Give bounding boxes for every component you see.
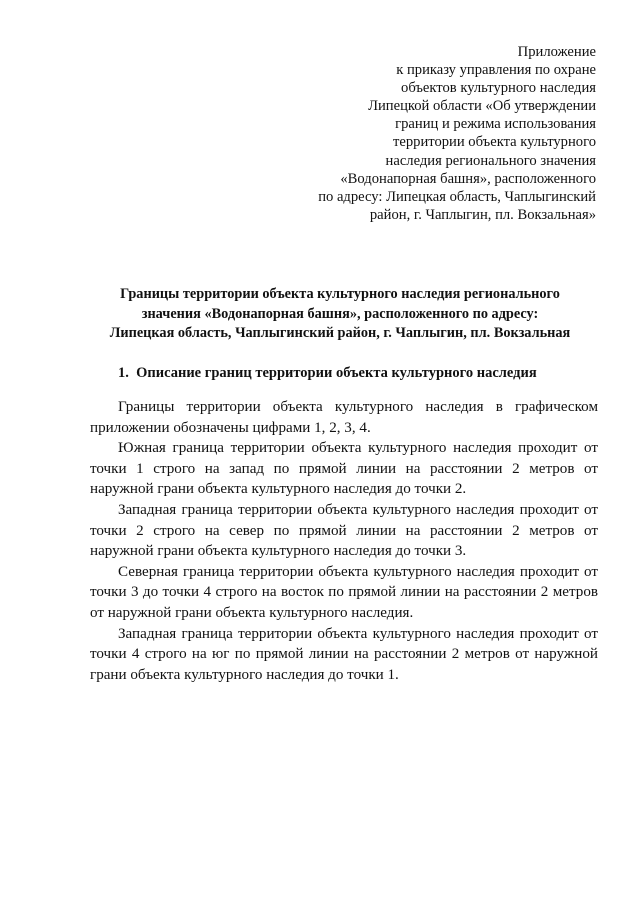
title-line: Границы территории объекта культурного наследия регионального <box>120 286 560 302</box>
paragraph-line: Северная граница территории объекта культурного наследия проходит от <box>118 563 598 580</box>
appendix-line: территории объекта культурного <box>393 134 596 151</box>
section-number: 1. <box>118 365 129 381</box>
paragraph <box>90 500 598 562</box>
paragraph-line: точки 3 до точки 4 строго на восток по прямой линии на расстоянии 2 метров <box>90 584 598 601</box>
paragraph-line: наружной грани объекта культурного наследия до точки 2. <box>90 481 467 498</box>
appendix-line: Липецкой области «Об утверждении <box>368 98 596 115</box>
paragraph-line: Западная граница территории объекта культурного наследия проходит от <box>118 625 598 642</box>
appendix-line: по адресу: Липецкая область, Чаплыгинский <box>318 188 596 205</box>
appendix-line: к приказу управления по охране <box>396 62 596 79</box>
paragraph-line: грани объекта культурного наследия до точки 1. <box>90 666 399 683</box>
section-heading <box>118 364 598 383</box>
paragraph-line: от наружной грани объекта культурного наследия. <box>90 604 414 621</box>
title-line: Липецкая область, Чаплыгинский район, г. Чаплыгин, пл. Вокзальная <box>109 325 571 341</box>
document-body <box>90 397 598 685</box>
appendix-line: «Водонапорная башня», расположенного <box>340 170 596 187</box>
paragraph <box>90 624 598 686</box>
paragraph-line: точки 2 строго на север по прямой линии на расстоянии 2 метров от <box>90 522 598 539</box>
paragraph-line: Границы территории объекта культурного наследия в графическом <box>118 399 598 415</box>
appendix-block <box>256 43 596 224</box>
section-title: Описание границ территории объекта культурного наследия <box>136 365 537 381</box>
appendix-line: район, г. Чаплыгин, пл. Вокзальная» <box>369 206 596 223</box>
paragraph <box>90 562 598 624</box>
paragraph-line: приложении обозначены цифрами 1, 2, 3, 4. <box>90 419 371 436</box>
paragraph-line: Южная граница территории объекта культурного наследия проходит от <box>118 440 598 457</box>
paragraph-line: точки 1 строго на запад по прямой линии на расстоянии 2 метров от <box>90 460 598 477</box>
appendix-line: Приложение <box>517 44 596 60</box>
paragraph-line: наружной грани объекта культурного наследия до точки 3. <box>90 543 467 560</box>
paragraph <box>90 397 598 438</box>
appendix-line: границ и режима использования <box>395 116 596 133</box>
appendix-line: наследия регионального значения <box>385 152 596 169</box>
paragraph-line: точки 4 строго на юг по прямой линии на расстоянии 2 метров от наружной <box>90 646 598 663</box>
title-line: значения «Водонапорная башня», расположенного по адресу: <box>141 305 539 322</box>
document-title <box>70 285 610 344</box>
paragraph <box>90 438 598 500</box>
paragraph-line: Западная граница территории объекта культурного наследия проходит от <box>118 501 598 518</box>
appendix-line: объектов культурного наследия <box>401 80 596 97</box>
